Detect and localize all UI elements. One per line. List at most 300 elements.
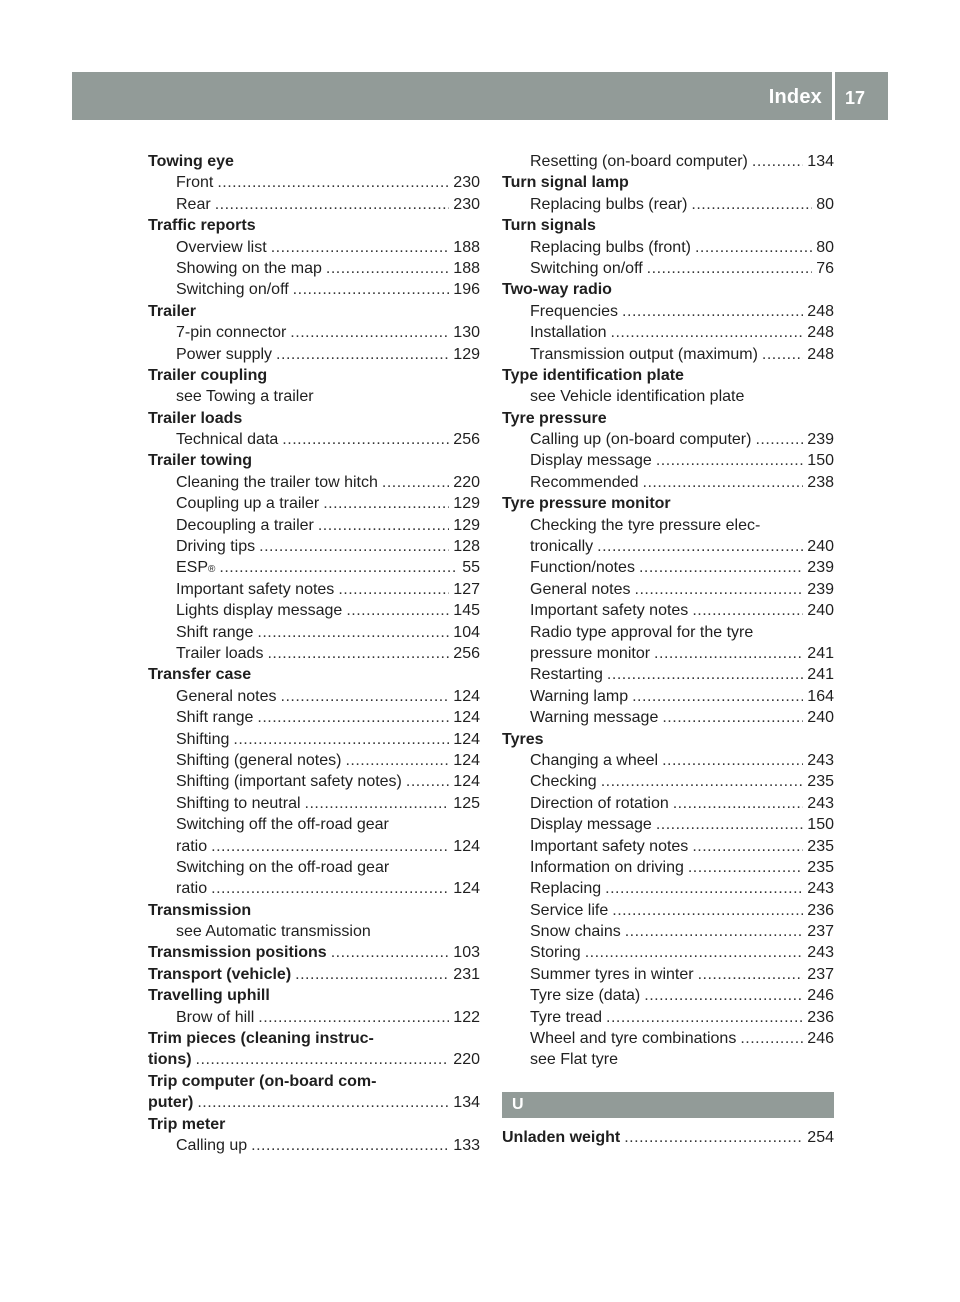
- entry-text: Switching on/off: [530, 259, 643, 277]
- page-reference: 124: [453, 730, 480, 748]
- index-subentry: [148, 493, 480, 514]
- index-entry-heading: [148, 301, 480, 322]
- page-reference: 235: [807, 858, 834, 876]
- entry-text: Recommended: [530, 473, 639, 491]
- index-subentry: [502, 579, 834, 600]
- page-reference: 124: [453, 687, 480, 705]
- entry-text: Switching off the off-road gear: [176, 816, 389, 834]
- dot-leader: [740, 1028, 803, 1049]
- index-subentry: [502, 600, 834, 621]
- dot-leader: [605, 878, 803, 899]
- page-reference: 124: [453, 837, 480, 855]
- entry-text: Calling up (on-board computer): [530, 431, 752, 449]
- index-entry-heading: [502, 215, 834, 236]
- entry-text: Trailer towing: [148, 452, 253, 470]
- dot-leader: [691, 194, 812, 215]
- entry-text: Technical data: [176, 431, 279, 449]
- page-reference: 124: [453, 773, 480, 791]
- index-subentry: [502, 942, 834, 963]
- dot-leader: [211, 878, 449, 899]
- page-reference: 238: [807, 473, 834, 491]
- page-reference: 196: [453, 281, 480, 299]
- dot-leader: [632, 686, 803, 707]
- entry-text: ratio: [176, 837, 208, 855]
- dot-leader: [755, 429, 803, 450]
- entry-text: Replacing: [530, 880, 602, 898]
- section-letter-u: U: [502, 1092, 834, 1118]
- page-reference: 236: [807, 1008, 834, 1026]
- page-reference: 243: [807, 794, 834, 812]
- index-entry-heading: [148, 408, 480, 429]
- entry-text: Warning lamp: [530, 687, 629, 705]
- entry-text: Showing on the map: [176, 259, 322, 277]
- page-reference: 128: [453, 538, 480, 556]
- index-subentry: [502, 686, 834, 707]
- dot-leader: [688, 857, 803, 878]
- index-subentry: [502, 664, 834, 685]
- page-reference: 122: [453, 1008, 480, 1026]
- index-subentry: [148, 322, 480, 343]
- page-reference: 236: [807, 901, 834, 919]
- entry-text: Trim pieces (cleaning instruc-: [148, 1030, 374, 1048]
- index-entry-heading: [148, 964, 480, 985]
- page-reference: 241: [807, 666, 834, 684]
- entry-text: Shift range: [176, 709, 254, 727]
- index-subentry: [148, 857, 480, 878]
- index-entry-heading: [148, 1049, 480, 1070]
- index-subentry: [148, 814, 480, 835]
- dot-leader: [639, 557, 803, 578]
- entry-text: Frequencies: [530, 302, 619, 320]
- entry-text: Shift range: [176, 623, 254, 641]
- entry-text: Calling up: [176, 1136, 248, 1154]
- index-entry-heading: [148, 450, 480, 471]
- entry-text: Transmission positions: [148, 944, 327, 962]
- dot-leader: [612, 900, 803, 921]
- entry-text: Wheel and tyre combinations: [530, 1030, 737, 1048]
- entry-text: tronically: [530, 538, 594, 556]
- index-subentry: [148, 643, 480, 664]
- index-subentry: [148, 258, 480, 279]
- dot-leader: [611, 322, 804, 343]
- index-subentry: [148, 729, 480, 750]
- dot-leader: [606, 1007, 803, 1028]
- index-entry-heading: [502, 493, 834, 514]
- page-reference: 230: [453, 195, 480, 213]
- entry-text: Shifting (general notes): [176, 751, 342, 769]
- index-subentry: [502, 557, 834, 578]
- dot-leader: [217, 172, 449, 193]
- entry-text: Rear: [176, 195, 211, 213]
- entry-text: Function/notes: [530, 559, 635, 577]
- dot-leader: [196, 1049, 450, 1070]
- page-reference: 230: [453, 174, 480, 192]
- index-subentry: [502, 707, 834, 728]
- entry-text: see Automatic transmission: [176, 923, 371, 941]
- index-entry-heading: [502, 172, 834, 193]
- entry-text: Unladen weight: [502, 1128, 621, 1146]
- entry-text: Trip meter: [148, 1115, 226, 1133]
- page-reference: 240: [807, 538, 834, 556]
- page-reference: 254: [807, 1128, 834, 1146]
- page-reference: 129: [453, 516, 480, 534]
- dot-leader: [257, 622, 449, 643]
- index-entry-heading: [502, 408, 834, 429]
- entry-text: Shifting to neutral: [176, 794, 301, 812]
- index-subentry: [502, 793, 834, 814]
- index-subentry: [502, 643, 834, 664]
- index-subentry: [502, 151, 834, 172]
- entry-text: Important safety notes: [530, 837, 689, 855]
- entry-text: ratio: [176, 880, 208, 898]
- dot-leader: [346, 600, 449, 621]
- entry-text: ESP: [176, 559, 209, 577]
- index-entry-heading: [502, 729, 834, 750]
- entry-text: Transmission: [148, 901, 252, 919]
- index-subentry: [148, 536, 480, 557]
- index-subentry: [502, 1007, 834, 1028]
- page-reference: 256: [453, 431, 480, 449]
- index-subentry: [502, 429, 834, 450]
- page-reference: 134: [453, 1094, 480, 1112]
- index-subentry: [502, 771, 834, 792]
- page-reference: 243: [807, 751, 834, 769]
- entry-text: Direction of rotation: [530, 794, 669, 812]
- index-subentry: [502, 1028, 834, 1049]
- dot-leader: [406, 771, 449, 792]
- page-reference: 130: [453, 324, 480, 342]
- page-reference: 235: [807, 837, 834, 855]
- dot-leader: [215, 194, 450, 215]
- entry-text: Trip computer (on-board com-: [148, 1072, 377, 1090]
- index-subentry: [148, 386, 480, 407]
- dot-leader: [601, 771, 804, 792]
- dot-leader: [219, 557, 458, 578]
- entry-text: Travelling uphill: [148, 987, 270, 1005]
- page-reference: 239: [807, 431, 834, 449]
- dot-leader: [625, 921, 804, 942]
- entry-text: Installation: [530, 324, 607, 342]
- index-subentry: [148, 600, 480, 621]
- dot-leader: [281, 686, 450, 707]
- page-reference: 248: [807, 324, 834, 342]
- entry-text: Storing: [530, 944, 581, 962]
- entry-text: Brow of hill: [176, 1008, 255, 1026]
- dot-leader: [338, 579, 449, 600]
- dot-leader: [276, 344, 449, 365]
- dot-leader: [673, 793, 804, 814]
- dot-leader: [197, 1092, 449, 1113]
- entry-text: Traffic reports: [148, 217, 256, 235]
- dot-leader: [662, 750, 803, 771]
- dot-leader: [259, 536, 449, 557]
- entry-text: Cleaning the trailer tow hitch: [176, 473, 378, 491]
- index-entries-t: [502, 151, 834, 1071]
- dot-leader: [695, 237, 812, 258]
- index-subentry: [148, 279, 480, 300]
- entry-text: Trailer coupling: [148, 366, 268, 384]
- page-reference: 164: [807, 687, 834, 705]
- index-entry-heading: [148, 215, 480, 236]
- index-subentry: [148, 429, 480, 450]
- index-subentry: [502, 750, 834, 771]
- index-subentry: [502, 322, 834, 343]
- entry-text: Tyre pressure monitor: [502, 495, 671, 513]
- dot-leader: [692, 600, 803, 621]
- index-entry-heading: [148, 1114, 480, 1135]
- dot-leader: [624, 1127, 803, 1148]
- page-reference: 246: [807, 987, 834, 1005]
- index-subentry: [502, 194, 834, 215]
- page-reference: 150: [807, 452, 834, 470]
- entry-text: Display message: [530, 452, 652, 470]
- entry-text: Snow chains: [530, 923, 621, 941]
- entry-text: Tyres: [502, 730, 544, 748]
- entry-text: Shifting (important safety notes): [176, 773, 402, 791]
- index-entry-heading: [148, 985, 480, 1006]
- index-subentry: [502, 814, 834, 835]
- entry-text: Transmission output (maximum): [530, 345, 758, 363]
- index-entry-heading: [148, 151, 480, 172]
- index-subentry: [148, 1135, 480, 1156]
- index-entry-heading: [148, 1071, 480, 1092]
- entry-text: pressure monitor: [530, 644, 651, 662]
- index-subentry: ESP ® ..... 55: [148, 557, 480, 578]
- index-subentry: [148, 344, 480, 365]
- index-entry-heading: [148, 1092, 480, 1113]
- dot-leader: [282, 429, 449, 450]
- entry-text: Restarting: [530, 666, 603, 684]
- entry-text: Front: [176, 174, 214, 192]
- entry-text: Driving tips: [176, 538, 256, 556]
- index-subentry: [148, 172, 480, 193]
- index-subentry: [502, 472, 834, 493]
- header-divider: [832, 72, 835, 120]
- page-reference: 231: [453, 965, 480, 983]
- index-entry-heading: [502, 279, 834, 300]
- dot-leader: [251, 1135, 449, 1156]
- dot-leader: [643, 472, 804, 493]
- dot-leader: [692, 836, 803, 857]
- page-reference: 248: [807, 302, 834, 320]
- dot-leader: [257, 707, 449, 728]
- dot-leader: [326, 258, 449, 279]
- index-subentry: [148, 472, 480, 493]
- index-subentry: [148, 921, 480, 942]
- page-reference: 103: [453, 944, 480, 962]
- dot-leader: [323, 493, 449, 514]
- entry-text: Trailer loads: [176, 644, 264, 662]
- entry-text: Transport (vehicle): [148, 965, 292, 983]
- page-reference: 129: [453, 495, 480, 513]
- entry-text: Radio type approval for the tyre: [530, 623, 754, 641]
- dot-leader: [305, 793, 450, 814]
- dot-leader: [635, 579, 804, 600]
- entry-text: see Towing a trailer: [176, 388, 314, 406]
- index-subentry: [148, 771, 480, 792]
- index-entry-heading: [502, 365, 834, 386]
- page-reference: 129: [453, 345, 480, 363]
- dot-leader: [290, 322, 449, 343]
- entry-text: Shifting: [176, 730, 230, 748]
- entry-text: puter): [148, 1094, 194, 1112]
- entry-text: Turn signal lamp: [502, 174, 629, 192]
- page-reference: 80: [816, 195, 834, 213]
- entry-text: Checking the tyre pressure elec-: [530, 516, 761, 534]
- index-subentry: [502, 921, 834, 942]
- page-reference: 237: [807, 923, 834, 941]
- entry-text: Information on driving: [530, 858, 684, 876]
- index-entry-heading: [148, 942, 480, 963]
- entry-text: Overview list: [176, 238, 267, 256]
- index-subentry: [502, 301, 834, 322]
- entry-text: Tyre size (data): [530, 987, 641, 1005]
- page-reference: 248: [807, 345, 834, 363]
- entry-text: Checking: [530, 773, 597, 791]
- dot-leader: [295, 964, 449, 985]
- dot-leader: [647, 258, 813, 279]
- index-subentry: [502, 386, 834, 407]
- page-number: 17: [845, 88, 866, 108]
- index-subentry: [502, 622, 834, 643]
- page-reference: 125: [453, 794, 480, 812]
- dot-leader: [211, 836, 449, 857]
- index-subentry: [502, 857, 834, 878]
- page-reference: 239: [807, 580, 834, 598]
- index-subentry: [502, 536, 834, 557]
- dot-leader: [597, 536, 803, 557]
- dot-leader: [331, 942, 450, 963]
- page-reference: 124: [453, 751, 480, 769]
- page-reference: 76: [816, 259, 834, 277]
- index-subentry: [148, 750, 480, 771]
- dot-leader: [585, 942, 804, 963]
- index-subentry: [502, 836, 834, 857]
- entry-text: Changing a wheel: [530, 751, 659, 769]
- entry-text: Type identification plate: [502, 366, 684, 384]
- index-subentry: [502, 878, 834, 899]
- page-reference: 188: [453, 259, 480, 277]
- header-title: Index: [768, 86, 822, 108]
- dot-leader: [656, 814, 803, 835]
- index-entry-heading: [148, 664, 480, 685]
- index-subentry: [148, 836, 480, 857]
- entry-text: Service life: [530, 901, 609, 919]
- page-reference: 188: [453, 238, 480, 256]
- entry-text: Coupling up a trailer: [176, 495, 320, 513]
- page-reference: 145: [453, 602, 480, 620]
- entry-text: Tyre pressure: [502, 409, 607, 427]
- entry-text: Power supply: [176, 345, 273, 363]
- dot-leader: [752, 151, 803, 172]
- dot-leader: [662, 707, 803, 728]
- index-subentry: [502, 964, 834, 985]
- dot-leader: [318, 515, 449, 536]
- entry-text: 7-pin connector: [176, 324, 287, 342]
- entry-text: Important safety notes: [176, 580, 335, 598]
- page-reference: 243: [807, 880, 834, 898]
- page-reference: 240: [807, 709, 834, 727]
- dot-leader: [644, 985, 803, 1006]
- index-subentry: [148, 1007, 480, 1028]
- index-column-right: [502, 151, 834, 1148]
- index-column-left: [148, 151, 480, 1156]
- index-entry-heading: [148, 900, 480, 921]
- entry-text: Decoupling a trailer: [176, 516, 314, 534]
- page-reference: 246: [807, 1030, 834, 1048]
- page-reference: 237: [807, 965, 834, 983]
- index-subentry: [502, 985, 834, 1006]
- index-subentry: [148, 878, 480, 899]
- dot-leader: [293, 279, 450, 300]
- page-reference: 220: [453, 1051, 480, 1069]
- entry-text: Warning message: [530, 709, 659, 727]
- index-subentry: [148, 622, 480, 643]
- page-reference: 55: [462, 559, 480, 577]
- page-reference: 133: [453, 1136, 480, 1154]
- index-entry-heading: [502, 1127, 834, 1148]
- entry-text: General notes: [530, 580, 631, 598]
- index-subentry: [502, 1049, 834, 1070]
- page-reference: 134: [807, 153, 834, 170]
- index-subentry: [502, 900, 834, 921]
- entry-text: Two-way radio: [502, 281, 612, 299]
- entry-text: Towing eye: [148, 153, 234, 170]
- page-reference: 80: [816, 238, 834, 256]
- page-reference: 240: [807, 602, 834, 620]
- dot-leader: [698, 964, 804, 985]
- page-reference: 150: [807, 816, 834, 834]
- index-subentry: [148, 194, 480, 215]
- index-subentry: [502, 237, 834, 258]
- page-reference: 104: [453, 623, 480, 641]
- page-reference: 127: [453, 580, 480, 598]
- dot-leader: [258, 1007, 449, 1028]
- entry-text: Turn signals: [502, 217, 596, 235]
- dot-leader: [345, 750, 449, 771]
- entry-text: see Vehicle identification plate: [530, 388, 745, 406]
- entry-text: tions): [148, 1051, 192, 1069]
- index-subentry: [148, 707, 480, 728]
- entry-text: Trailer loads: [148, 409, 243, 427]
- entry-text: Summer tyres in winter: [530, 965, 694, 983]
- dot-leader: [233, 729, 449, 750]
- entry-text: Display message: [530, 816, 652, 834]
- entry-text: General notes: [176, 687, 277, 705]
- entry-text: Replacing bulbs (front): [530, 238, 691, 256]
- entry-text: Transfer case: [148, 666, 252, 684]
- page-reference: 239: [807, 559, 834, 577]
- page-reference: 124: [453, 709, 480, 727]
- page-reference: 256: [453, 644, 480, 662]
- page-reference: 235: [807, 773, 834, 791]
- page-reference: 124: [453, 880, 480, 898]
- dot-leader: [271, 237, 450, 258]
- entry-text: see Flat tyre: [530, 1051, 619, 1069]
- index-entry-heading: [148, 365, 480, 386]
- index-subentry: [502, 515, 834, 536]
- page-reference: 220: [453, 473, 480, 491]
- entry-text: Tyre tread: [530, 1008, 603, 1026]
- index-subentry: [502, 344, 834, 365]
- index-entries-u: [502, 1127, 834, 1148]
- entry-text: Resetting (on-board computer): [530, 153, 748, 170]
- index-subentry: [148, 686, 480, 707]
- dot-leader: [654, 643, 803, 664]
- entry-text: Replacing bulbs (rear): [530, 195, 688, 213]
- dot-leader: [382, 472, 449, 493]
- index-subentry: [148, 515, 480, 536]
